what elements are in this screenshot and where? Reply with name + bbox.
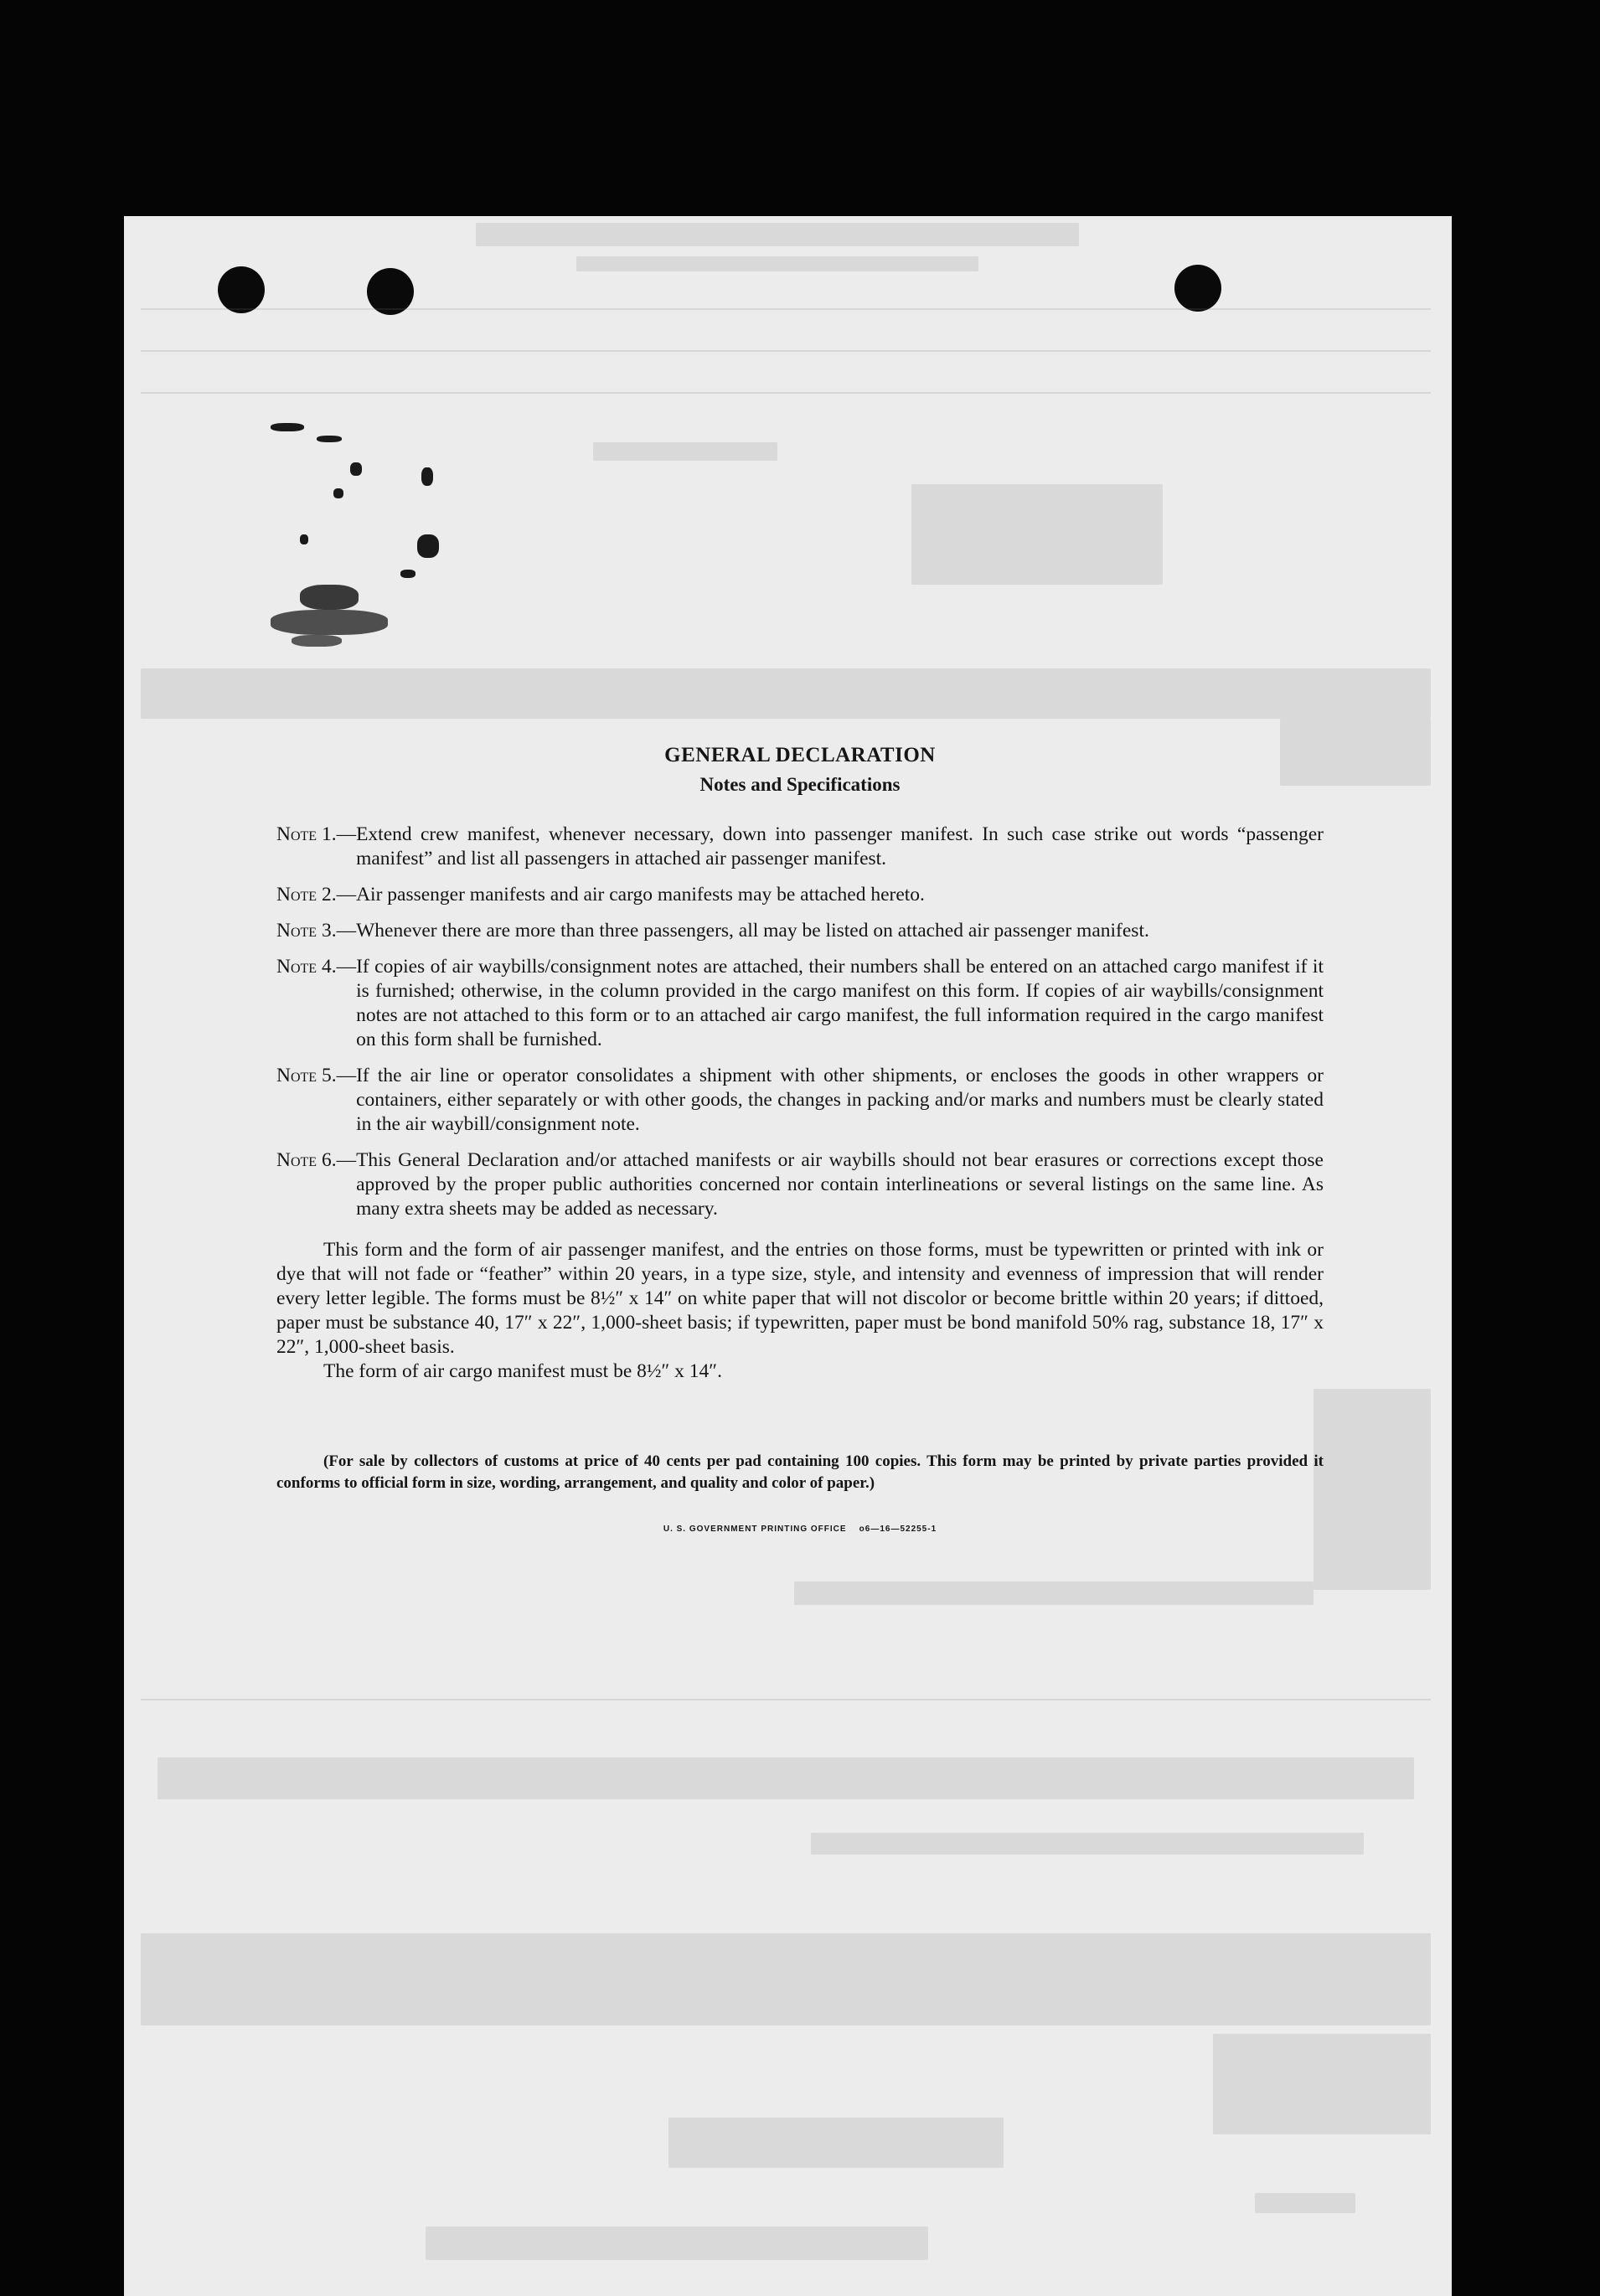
note-1 bbox=[276, 823, 1324, 871]
show-through-block bbox=[157, 1757, 1414, 1799]
show-through-block bbox=[141, 1933, 1431, 2025]
note-separator: — bbox=[336, 1065, 357, 1086]
ink-smudge bbox=[421, 467, 433, 486]
form-requirements-paragraph: This form and the form of air passenger manifest, and the entries on those forms, must be typewritten or printed with ink or dye that will not fade or “feather” within 20 years, in a type size, style, and intensity and evenness of impression that will render every letter legible. The forms must be 8½″ x 14″ on white paper that will not discolor or become brittle within 20 years; if dittoed, paper must be substance 40, 17″ x 22″, 1,000-sheet basis; if typewritten, paper must be bond manifold 50% rag, substance 18, 17″ x 22″, 1,000-sheet basis. bbox=[276, 1239, 1324, 1358]
note-separator: — bbox=[336, 956, 357, 978]
note-text: Whenever there are more than three passengers, all may be listed on attached air passenger manifest. bbox=[356, 920, 1149, 942]
ink-smudge bbox=[350, 462, 362, 476]
note-label: Note 4. bbox=[276, 956, 337, 978]
show-through-block bbox=[668, 2118, 1004, 2168]
ink-smudge bbox=[271, 423, 304, 431]
note-text: This General Declaration and/or attached manifests or air waybills should not bear erasures or corrections except those approved by the proper public authorities concerned nor contain interlineations or several listings on the same line. As many extra sheets may be added as necessary. bbox=[356, 1149, 1324, 1220]
show-through-line bbox=[141, 392, 1431, 394]
note-label: Note 6. bbox=[276, 1149, 337, 1171]
note-label: Note 3. bbox=[276, 920, 337, 942]
cargo-manifest-size-line: The form of air cargo manifest must be 8½″ x 14″. bbox=[323, 1360, 722, 1382]
ink-smudge bbox=[317, 436, 342, 442]
note-text: If the air line or operator consolidates a shipment with other shipments, or encloses the goods in other wrappers or containers, either separately or with other goods, the changes in packing and/or marks and numbers must be clearly stated in the air waybill/consignment note. bbox=[356, 1065, 1324, 1135]
show-through-line bbox=[141, 308, 1431, 310]
ink-smudge bbox=[400, 570, 415, 578]
document-title: GENERAL DECLARATION bbox=[664, 744, 936, 766]
ink-smudge bbox=[271, 610, 388, 635]
ink-smudge bbox=[300, 585, 359, 610]
note-separator: — bbox=[336, 920, 357, 942]
note-2 bbox=[276, 883, 1324, 907]
show-through-block bbox=[141, 668, 1431, 719]
note-text: Extend crew manifest, whenever necessary, down into passenger manifest. In such case strike out words “passenger manifest” and list all passengers in attached air passenger manifest. bbox=[356, 823, 1324, 869]
show-through-block bbox=[911, 484, 1163, 585]
show-through-header bbox=[576, 256, 978, 271]
document-sheet bbox=[124, 216, 1452, 2296]
note-text: If copies of air waybills/consignment notes are attached, their numbers shall be entered on an attached cargo manifest if it is furnished; otherwise, in the column provided in the cargo manifest on this form. If copies of air waybills/consignment notes are not attached to this form or to an attached air cargo manifest, the full information required in the cargo manifest on this form shall be furnished. bbox=[356, 956, 1324, 1050]
show-through-block bbox=[811, 1833, 1364, 1855]
note-separator: — bbox=[336, 823, 357, 845]
show-through-block bbox=[1314, 1389, 1431, 1590]
show-through-block bbox=[1255, 2193, 1355, 2213]
document-subtitle: Notes and Specifications bbox=[699, 774, 901, 795]
note-separator: — bbox=[336, 1149, 357, 1171]
ink-smudge bbox=[417, 534, 439, 558]
note-label: Note 1. bbox=[276, 823, 337, 845]
ink-smudge bbox=[300, 534, 308, 544]
ink-smudge bbox=[292, 635, 342, 647]
punch-hole-left bbox=[218, 266, 265, 313]
show-through-block bbox=[593, 442, 777, 461]
note-5 bbox=[276, 1064, 1324, 1137]
gpo-imprint: U. S. GOVERNMENT PRINTING OFFICE o6—16—52255-1 bbox=[663, 1525, 937, 1534]
note-label: Note 5. bbox=[276, 1065, 337, 1086]
sale-note: (For sale by collectors of customs at price of 40 cents per pad containing 100 copies. This form may be printed by private parties provided it conforms to official form in size, wording, arrangement, and quality and color of paper.) bbox=[276, 1452, 1324, 1492]
note-separator: — bbox=[336, 884, 357, 906]
ink-smudge bbox=[333, 488, 343, 498]
note-6 bbox=[276, 1148, 1324, 1221]
punch-hole-right bbox=[1174, 265, 1221, 312]
show-through-block bbox=[1213, 2034, 1431, 2134]
show-through-block bbox=[794, 1581, 1314, 1605]
note-label: Note 2. bbox=[276, 884, 337, 906]
show-through-line bbox=[141, 350, 1431, 352]
note-3 bbox=[276, 919, 1324, 943]
show-through-line bbox=[141, 1699, 1431, 1700]
show-through-header bbox=[476, 223, 1079, 246]
show-through-block bbox=[426, 2226, 928, 2260]
declaration-notes bbox=[276, 744, 1324, 1534]
note-text: Air passenger manifests and air cargo manifests may be attached hereto. bbox=[356, 884, 925, 906]
note-4 bbox=[276, 955, 1324, 1052]
